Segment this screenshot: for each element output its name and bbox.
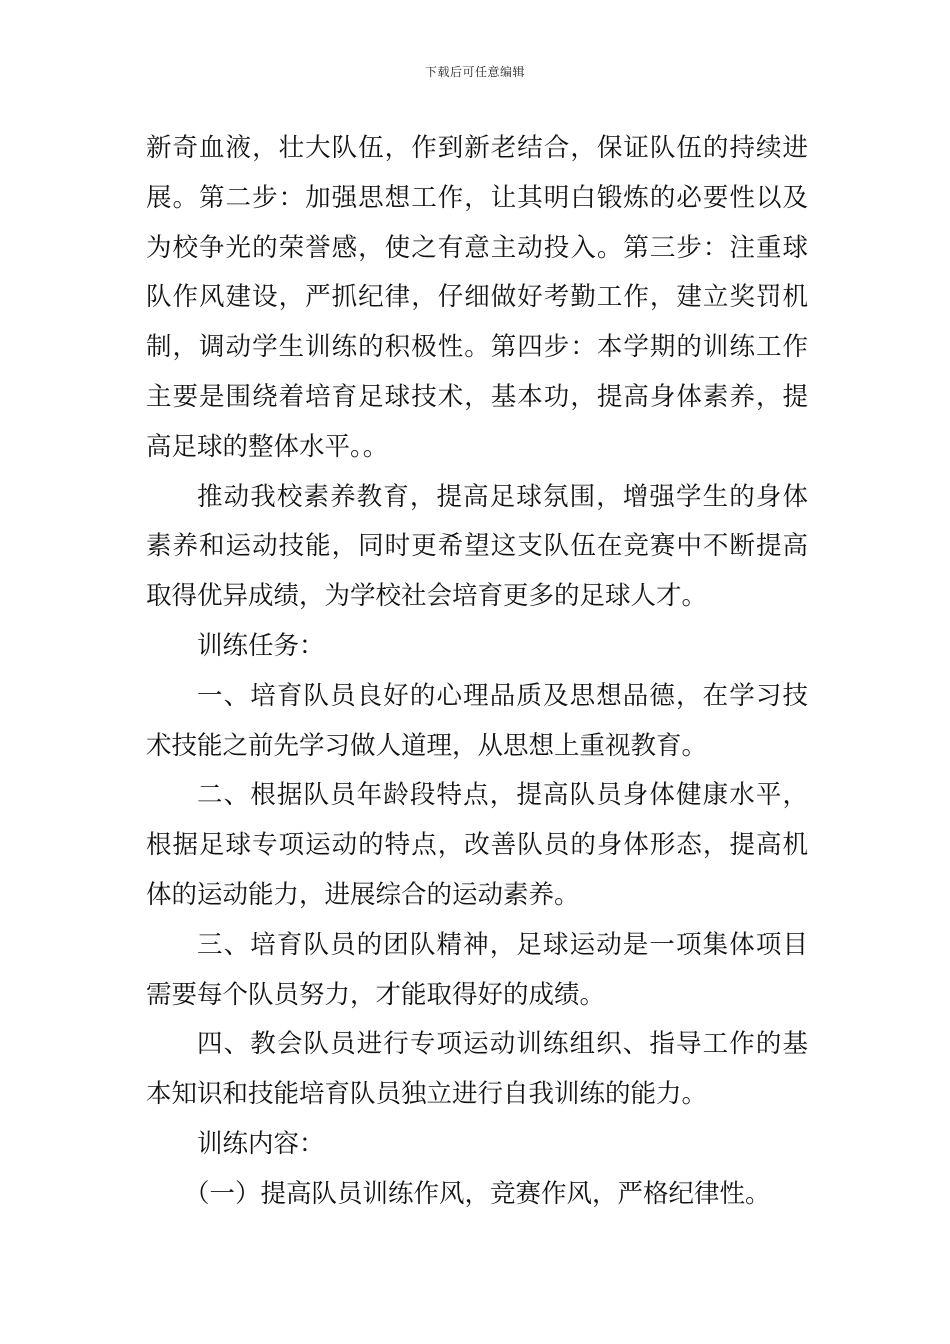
document-body	[146, 124, 808, 1220]
heading-training-tasks: 训练任务：	[197, 630, 325, 661]
paragraph-continuation: 新奇血液，壮大队伍，作到新老结合，保证队伍的持续进展。第二步：加强思想工作，让其明白锻炼的必要性以及为校争光的荣誉感，使之有意主动投入。第三步：注重球队作风建设，严抓纪律，仔细做好考勤工作，建立奖罚机制，调动学生训练的积极性。第四步：本学期的训练工作主要是围绕着培育足球技术，基本功，提高身体素养，提高足球的整体水平。。	[146, 133, 808, 462]
task-item-2: 二、根据队员年龄段特点，提高队员身体健康水平，根据足球专项运动的特点，改善队员的身体形态，提高机体的运动能力，进展综合的运动素养。	[146, 780, 808, 910]
paragraph-goal: 推动我校素养教育，提高足球氛围，增强学生的身体素养和运动技能，同时更希望这支队伍在竞赛中不断提高取得优异成绩，为学校社会培育更多的足球人才。	[146, 481, 808, 612]
heading-training-content: 训练内容：	[197, 1128, 325, 1159]
task-item-4: 四、教会队员进行专项运动训练组织、指导工作的基本知识和技能培育队员独立进行自我训练的能力。	[146, 1029, 808, 1110]
task-item-3: 三、培育队员的团队精神，足球运动是一项集体项目需要每个队员努力，才能取得好的成绩。	[146, 929, 808, 1010]
content-item-1: （一）提高队员训练作风，竞赛作风，严格纪律性。	[184, 1178, 771, 1209]
task-item-1: 一、培育队员良好的心理品质及思想品德，在学习技术技能之前先学习做人道理，从思想上重视教育。	[146, 680, 808, 761]
page-header: 下载后可任意编辑	[424, 65, 525, 79]
